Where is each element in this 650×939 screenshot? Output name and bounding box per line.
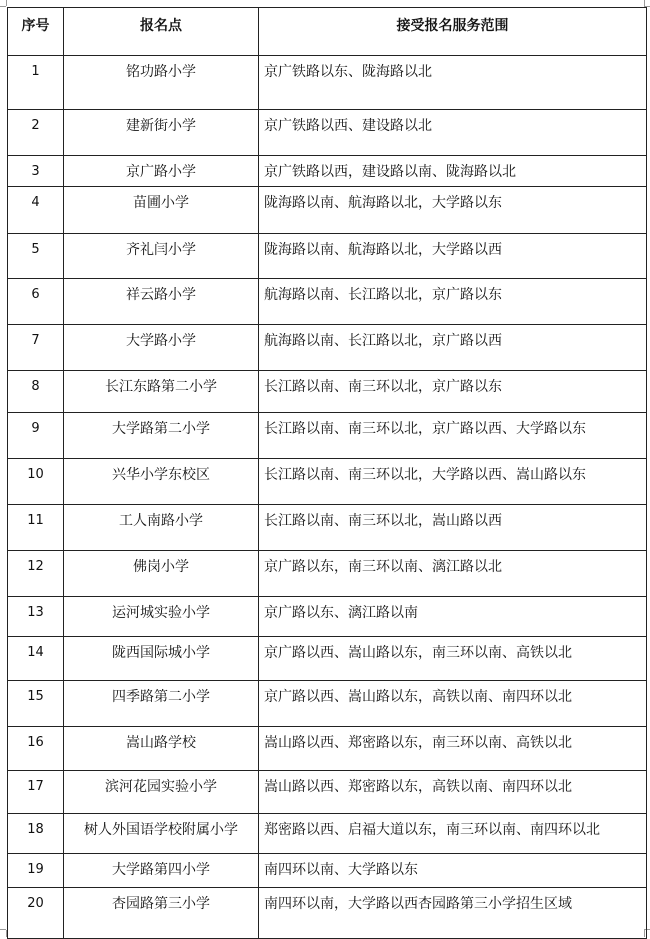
site-name: 京广路小学 (64, 156, 259, 187)
site-name: 兴华小学东校区 (64, 459, 259, 505)
row-number: 4 (8, 187, 64, 234)
site-name: 滨河花园实验小学 (64, 771, 259, 814)
service-area: 航海路以南、长江路以北，京广路以东 (259, 279, 647, 325)
site-name: 工人南路小学 (64, 505, 259, 551)
row-number: 17 (8, 771, 64, 814)
row-number: 12 (8, 551, 64, 597)
site-name: 齐礼闫小学 (64, 234, 259, 279)
service-area: 航海路以南、长江路以北，京广路以西 (259, 325, 647, 371)
row-number: 20 (8, 888, 64, 939)
table-row (8, 597, 647, 637)
header-site: 报名点 (64, 8, 259, 56)
service-area: 郑密路以西、启福大道以东，南三环以南、南四环以北 (259, 814, 647, 854)
table-row (8, 771, 647, 814)
table-row (8, 279, 647, 325)
enrollment-table (7, 7, 647, 939)
table-row (8, 371, 647, 413)
row-number: 15 (8, 681, 64, 727)
header-row (8, 8, 647, 56)
table-row (8, 110, 647, 156)
site-name: 嵩山路学校 (64, 727, 259, 771)
table-row (8, 888, 647, 939)
service-area: 京广路以东，南三环以南、漓江路以北 (259, 551, 647, 597)
table-row (8, 234, 647, 279)
table-row (8, 727, 647, 771)
service-area: 南四环以南，大学路以西杏园路第三小学招生区域 (259, 888, 647, 939)
service-area: 长江路以南、南三环以北，京广路以西、大学路以东 (259, 413, 647, 459)
service-area: 京广路以东、漓江路以南 (259, 597, 647, 637)
site-name: 建新街小学 (64, 110, 259, 156)
table-row (8, 505, 647, 551)
table-row (8, 156, 647, 187)
site-name: 佛岗小学 (64, 551, 259, 597)
service-area: 陇海路以南、航海路以北，大学路以东 (259, 187, 647, 234)
site-name: 大学路第二小学 (64, 413, 259, 459)
table-row (8, 814, 647, 854)
row-number: 2 (8, 110, 64, 156)
row-number: 1 (8, 56, 64, 110)
table-row (8, 459, 647, 505)
site-name: 运河城实验小学 (64, 597, 259, 637)
table-row (8, 637, 647, 681)
row-number: 10 (8, 459, 64, 505)
row-number: 9 (8, 413, 64, 459)
table-row (8, 56, 647, 110)
row-number: 7 (8, 325, 64, 371)
table-row (8, 413, 647, 459)
service-area: 京广路以西、嵩山路以东，高铁以南、南四环以北 (259, 681, 647, 727)
service-area: 京广铁路以西、建设路以北 (259, 110, 647, 156)
row-number: 5 (8, 234, 64, 279)
site-name: 铭功路小学 (64, 56, 259, 110)
site-name: 四季路第二小学 (64, 681, 259, 727)
row-number: 11 (8, 505, 64, 551)
service-area: 长江路以南、南三环以北，嵩山路以西 (259, 505, 647, 551)
header-number: 序号 (8, 8, 64, 56)
row-number: 3 (8, 156, 64, 187)
row-number: 14 (8, 637, 64, 681)
service-area: 京广路以西、嵩山路以东，南三环以南、高铁以北 (259, 637, 647, 681)
site-name: 大学路第四小学 (64, 854, 259, 888)
site-name: 杏园路第三小学 (64, 888, 259, 939)
row-number: 18 (8, 814, 64, 854)
service-area: 长江路以南、南三环以北，京广路以东 (259, 371, 647, 413)
service-area: 长江路以南、南三环以北，大学路以西、嵩山路以东 (259, 459, 647, 505)
crop-mark (0, 6, 6, 7)
table-row (8, 325, 647, 371)
site-name: 长江东路第二小学 (64, 371, 259, 413)
table-row (8, 551, 647, 597)
row-number: 6 (8, 279, 64, 325)
service-area: 京广铁路以东、陇海路以北 (259, 56, 647, 110)
row-number: 13 (8, 597, 64, 637)
table-body (8, 56, 647, 939)
site-name: 陇西国际城小学 (64, 637, 259, 681)
table-row (8, 854, 647, 888)
crop-mark (644, 0, 645, 6)
site-name: 苗圃小学 (64, 187, 259, 234)
row-number: 8 (8, 371, 64, 413)
header-service-area: 接受报名服务范围 (259, 8, 647, 56)
service-area: 嵩山路以西、郑密路以东，南三环以南、高铁以北 (259, 727, 647, 771)
service-area: 陇海路以南、航海路以北，大学路以西 (259, 234, 647, 279)
crop-mark (6, 0, 7, 6)
site-name: 大学路小学 (64, 325, 259, 371)
row-number: 19 (8, 854, 64, 888)
site-name: 树人外国语学校附属小学 (64, 814, 259, 854)
service-area: 嵩山路以西、郑密路以东，高铁以南、南四环以北 (259, 771, 647, 814)
row-number: 16 (8, 727, 64, 771)
table-row (8, 681, 647, 727)
table-row (8, 187, 647, 234)
site-name: 祥云路小学 (64, 279, 259, 325)
service-area: 南四环以南、大学路以东 (259, 854, 647, 888)
service-area: 京广铁路以西，建设路以南、陇海路以北 (259, 156, 647, 187)
